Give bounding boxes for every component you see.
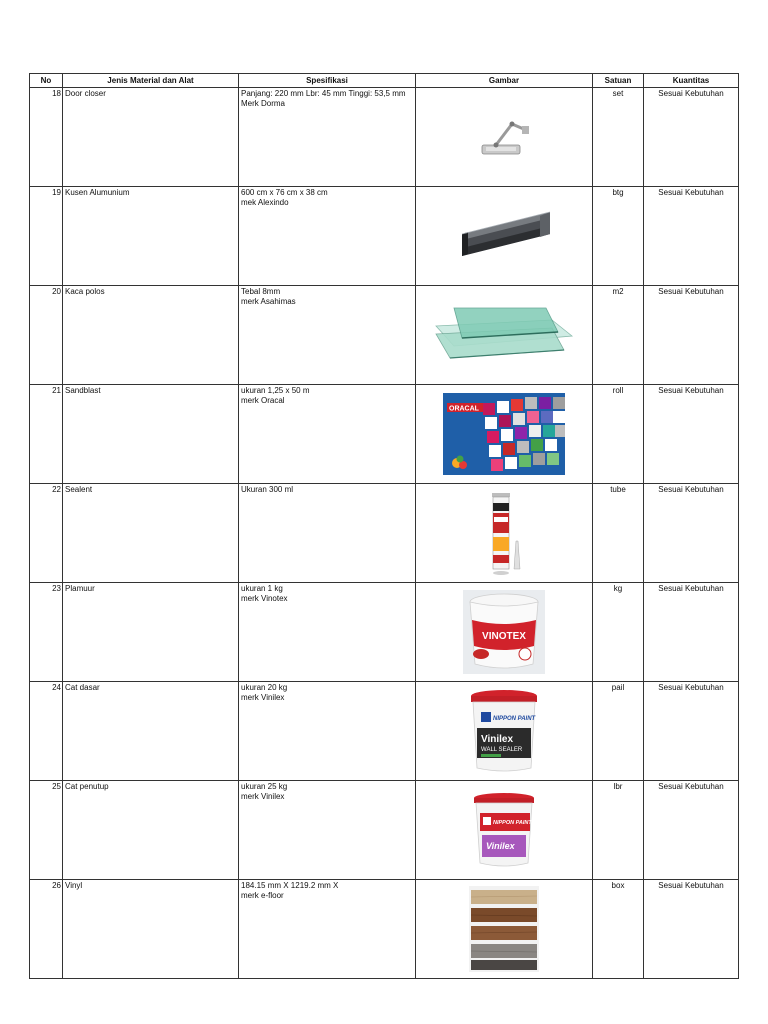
row-unit: kg bbox=[593, 583, 644, 682]
row-material: Plamuur bbox=[63, 583, 239, 682]
spec-line: merk Vinilex bbox=[241, 693, 285, 702]
row-no: 26 bbox=[30, 880, 63, 979]
vinyl-planks-image bbox=[469, 886, 539, 972]
row-unit: roll bbox=[593, 385, 644, 484]
row-unit: pail bbox=[593, 682, 644, 781]
row-qty: Sesuai Kebutuhan bbox=[644, 583, 739, 682]
vinilex-logo-text: Vinilex bbox=[481, 734, 514, 745]
row-unit: lbr bbox=[593, 781, 644, 880]
row-material: Cat dasar bbox=[63, 682, 239, 781]
vinotex-logo-text: VINOTEX bbox=[482, 631, 526, 642]
row-image bbox=[416, 880, 593, 979]
row-material: Vinyl bbox=[63, 880, 239, 979]
vinilex-sealer-pail-image bbox=[469, 688, 539, 774]
row-no: 19 bbox=[30, 187, 63, 286]
row-qty: Sesuai Kebutuhan bbox=[644, 385, 739, 484]
table-row bbox=[30, 484, 739, 583]
spec-line: Panjang: 220 mm Lbr: 45 mm Tinggi: 53,5 mm bbox=[241, 89, 406, 98]
table-row bbox=[30, 781, 739, 880]
row-unit: box bbox=[593, 880, 644, 979]
vinotex-bucket-image bbox=[463, 590, 545, 674]
spec-line: ukuran 1,25 x 50 m bbox=[241, 386, 310, 395]
header-qty: Kuantitas bbox=[644, 74, 739, 88]
spec-line: 600 cm x 76 cm x 38 cm bbox=[241, 188, 328, 197]
row-image bbox=[416, 187, 593, 286]
row-material: Door closer bbox=[63, 88, 239, 187]
row-material: Cat penutup bbox=[63, 781, 239, 880]
row-qty: Sesuai Kebutuhan bbox=[644, 781, 739, 880]
spec-line: 184.15 mm X 1219.2 mm X bbox=[241, 881, 339, 890]
row-no: 25 bbox=[30, 781, 63, 880]
row-material: Kaca polos bbox=[63, 286, 239, 385]
header-image: Gambar bbox=[416, 74, 593, 88]
row-qty: Sesuai Kebutuhan bbox=[644, 484, 739, 583]
row-image bbox=[416, 583, 593, 682]
spec-line: merk Vinotex bbox=[241, 594, 288, 603]
row-image bbox=[416, 781, 593, 880]
row-image bbox=[416, 286, 593, 385]
row-unit: tube bbox=[593, 484, 644, 583]
row-no: 22 bbox=[30, 484, 63, 583]
header-unit: Satuan bbox=[593, 74, 644, 88]
spec-line: ukuran 25 kg bbox=[241, 782, 288, 791]
table-row bbox=[30, 88, 739, 187]
row-image bbox=[416, 88, 593, 187]
table-row bbox=[30, 286, 739, 385]
row-unit: btg bbox=[593, 187, 644, 286]
row-unit: set bbox=[593, 88, 644, 187]
row-spec bbox=[239, 880, 416, 979]
nippon-logo-text: NIPPON PAINT bbox=[493, 716, 536, 722]
row-image bbox=[416, 682, 593, 781]
row-material: Sealent bbox=[63, 484, 239, 583]
row-unit: m2 bbox=[593, 286, 644, 385]
sealant-tube-image bbox=[482, 489, 526, 577]
nippon-logo-text: NIPPON PAINT bbox=[493, 820, 532, 826]
row-material: Sandblast bbox=[63, 385, 239, 484]
door-closer-image bbox=[474, 112, 534, 162]
spec-line: merk Asahimas bbox=[241, 297, 296, 306]
row-image bbox=[416, 385, 593, 484]
oracal-logo-text: ORACAL bbox=[449, 405, 479, 413]
table-row bbox=[30, 187, 739, 286]
material-table bbox=[29, 73, 739, 979]
row-qty: Sesuai Kebutuhan bbox=[644, 682, 739, 781]
aluminium-frame-image bbox=[454, 204, 554, 268]
row-image bbox=[416, 484, 593, 583]
header-spec: Spesifikasi bbox=[239, 74, 416, 88]
spec-line: Merk Dorma bbox=[241, 99, 286, 108]
clear-glass-image bbox=[434, 306, 574, 364]
oracal-sandblast-image bbox=[443, 393, 565, 475]
row-spec bbox=[239, 385, 416, 484]
spec-line: Tebal 8mm bbox=[241, 287, 281, 296]
row-spec bbox=[239, 682, 416, 781]
spec-line: mek Alexindo bbox=[241, 198, 289, 207]
spec-line: ukuran 1 kg bbox=[241, 584, 283, 593]
row-no: 24 bbox=[30, 682, 63, 781]
row-qty: Sesuai Kebutuhan bbox=[644, 880, 739, 979]
table-header-row bbox=[30, 74, 739, 88]
table-row bbox=[30, 385, 739, 484]
spec-line: merk Vinilex bbox=[241, 792, 285, 801]
row-no: 21 bbox=[30, 385, 63, 484]
spec-line: merk Oracal bbox=[241, 396, 285, 405]
table-row bbox=[30, 583, 739, 682]
vinilex-logo-text: Vinilex bbox=[486, 841, 515, 851]
table-row bbox=[30, 880, 739, 979]
spec-line: Ukuran 300 ml bbox=[241, 485, 294, 494]
row-no: 18 bbox=[30, 88, 63, 187]
vinilex-paint-pail-image bbox=[472, 791, 536, 869]
header-material: Jenis Material dan Alat bbox=[63, 74, 239, 88]
row-qty: Sesuai Kebutuhan bbox=[644, 88, 739, 187]
spec-line: ukuran 20 kg bbox=[241, 683, 288, 692]
row-spec bbox=[239, 286, 416, 385]
table-row bbox=[30, 682, 739, 781]
row-no: 23 bbox=[30, 583, 63, 682]
material-table-sheet bbox=[29, 73, 738, 979]
row-material: Kusen Alumunium bbox=[63, 187, 239, 286]
row-spec bbox=[239, 187, 416, 286]
row-spec bbox=[239, 781, 416, 880]
row-no: 20 bbox=[30, 286, 63, 385]
header-no: No bbox=[30, 74, 63, 88]
row-spec bbox=[239, 484, 416, 583]
row-qty: Sesuai Kebutuhan bbox=[644, 187, 739, 286]
spec-line: merk e-floor bbox=[241, 891, 284, 900]
wall-sealer-text: WALL SEALER bbox=[481, 747, 523, 753]
row-qty: Sesuai Kebutuhan bbox=[644, 286, 739, 385]
row-spec bbox=[239, 583, 416, 682]
row-spec bbox=[239, 88, 416, 187]
